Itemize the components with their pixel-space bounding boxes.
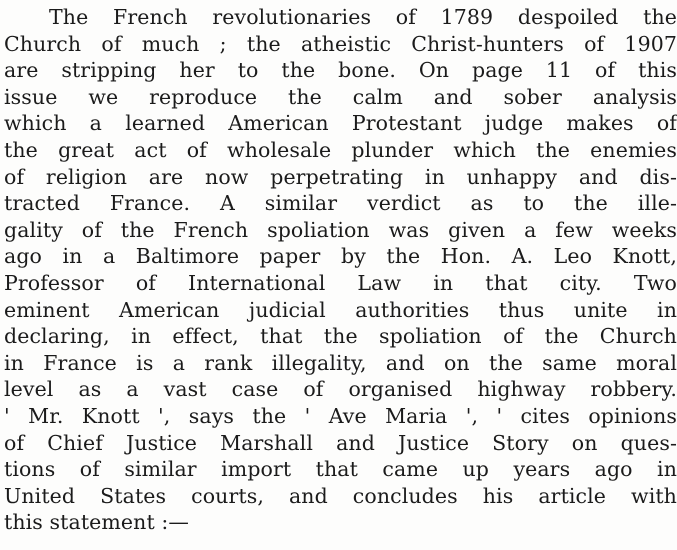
text-line: Church of much ; the atheistic Christ-hunters of 1907 xyxy=(4,31,677,56)
text-line: tracted France. A similar verdict as to the ille- xyxy=(4,191,677,216)
text-line: declaring, in effect, that the spoliation of the Church xyxy=(4,324,677,349)
text-line: ago in a Baltimore paper by the Hon. A. Leo Knott, xyxy=(4,244,677,269)
text-line: Professor of International Law in that city. Two xyxy=(4,270,677,295)
text-line: United States courts, and concludes his article with xyxy=(4,483,677,508)
text-line: ' Mr. Knott ', says the ' Ave Maria ', ' cites opinions xyxy=(4,403,677,428)
text-line: of Chief Justice Marshall and Justice Story on ques- xyxy=(4,430,677,455)
text-line: level as a vast case of organised highway robbery. xyxy=(4,377,677,402)
text-line: in France is a rank illegality, and on the same moral xyxy=(4,350,677,375)
article-paragraph xyxy=(4,4,677,536)
text-line: which a learned American Protestant judge makes of xyxy=(4,111,677,136)
text-line: eminent American judicial authorities thus unite in xyxy=(4,297,677,322)
text-line: this statement :— xyxy=(4,510,190,535)
text-line: The French revolutionaries of 1789 despoiled the xyxy=(49,5,677,29)
text-line: gality of the French spoliation was given a few weeks xyxy=(4,217,677,242)
text-line: issue we reproduce the calm and sober analysis xyxy=(4,84,677,109)
text-line: tions of similar import that came up years ago in xyxy=(4,457,677,482)
text-line: of religion are now perpetrating in unhappy and dis- xyxy=(4,164,677,189)
text-line: the great act of wholesale plunder which the enemies xyxy=(4,137,677,162)
text-line: are stripping her to the bone. On page 11 of this xyxy=(4,58,677,83)
